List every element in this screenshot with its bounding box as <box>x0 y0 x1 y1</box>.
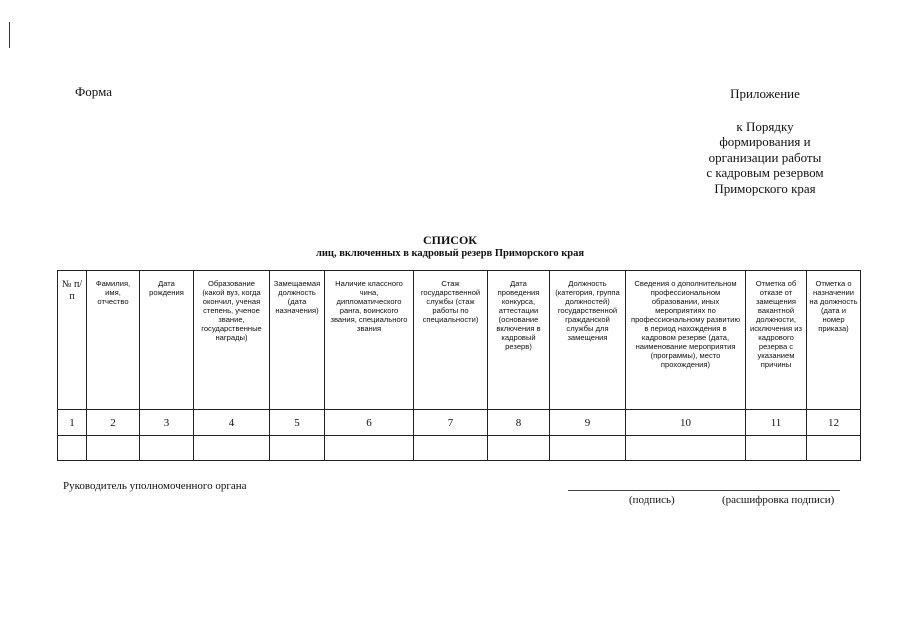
column-header: Дата рождения <box>140 271 194 410</box>
column-header: Образование (какой вуз, когда окончил, ученая степень, ученое звание, государственные награды) <box>194 271 270 410</box>
column-header: Фамилия, имя, отчество <box>87 271 140 410</box>
column-number: 2 <box>87 410 140 436</box>
signature-line <box>568 490 840 491</box>
column-number: 5 <box>270 410 325 436</box>
empty-data-row <box>58 436 861 461</box>
appendix-line: с кадровым резервом <box>706 165 824 180</box>
title-line-2: лиц, включенных в кадровый резерв Приморского края <box>315 248 585 259</box>
column-header: Наличие классного чина, дипломатического ранга, воинского звания, специального звания <box>325 271 414 410</box>
column-header: Стаж государственной службы (стаж работы по специальности) <box>414 271 488 410</box>
table-cell <box>488 436 550 461</box>
scan-edge-mark <box>9 22 10 48</box>
table-cell <box>746 436 807 461</box>
column-header: Сведения о дополнительном профессиональном образовании, иных мероприятиях по профессиональному развитию в период нахождения в кадровом резерве (дата, наименование мероприятия (программы), место прохождения) <box>626 271 746 410</box>
column-number-row <box>58 410 861 436</box>
table-cell <box>87 436 140 461</box>
table-cell <box>626 436 746 461</box>
table-header-row <box>58 271 861 410</box>
title-line-1: СПИСОК <box>422 233 478 247</box>
form-label: Форма <box>75 84 112 99</box>
document-title <box>180 233 720 260</box>
column-header: Отметка о назначении на должность (дата и номер приказа) <box>807 271 861 410</box>
appendix-line: формирования и <box>719 134 811 149</box>
signature-caption: (подпись) <box>629 494 675 506</box>
table-cell <box>58 436 87 461</box>
appendix-block <box>690 86 840 196</box>
appendix-line: к Порядку <box>736 118 794 134</box>
column-number: 8 <box>488 410 550 436</box>
column-number: 11 <box>746 410 807 436</box>
column-number: 12 <box>807 410 861 436</box>
appendix-title: Приложение <box>730 86 800 101</box>
column-header: Отметка об отказе от замещения вакантной должности, исключения из кадрового резерва с указанием причины <box>746 271 807 410</box>
table-cell <box>807 436 861 461</box>
column-header: № п/п <box>58 271 87 410</box>
appendix-line: организации работы <box>708 149 822 165</box>
column-number: 4 <box>194 410 270 436</box>
table-cell <box>194 436 270 461</box>
column-number: 7 <box>414 410 488 436</box>
table-cell <box>550 436 626 461</box>
table-cell <box>325 436 414 461</box>
table-cell <box>140 436 194 461</box>
column-header: Дата проведения конкурса, аттестации (основание включения в кадровый резерв) <box>488 271 550 410</box>
column-number: 3 <box>140 410 194 436</box>
table-cell <box>270 436 325 461</box>
signature-decode-caption: (расшифровка подписи) <box>722 494 835 506</box>
reserve-list-table <box>57 270 861 461</box>
table-cell <box>414 436 488 461</box>
column-header: Замещаемая должность (дата назначения) <box>270 271 325 410</box>
head-of-agency-label: Руководитель уполномоченного органа <box>63 480 247 492</box>
column-number: 6 <box>325 410 414 436</box>
column-header: Должность (категория, группа должностей) государственной гражданской службы для замещения <box>550 271 626 410</box>
column-number: 1 <box>58 410 87 436</box>
column-number: 10 <box>626 410 746 436</box>
appendix-line: Приморского края <box>714 180 816 196</box>
column-number: 9 <box>550 410 626 436</box>
